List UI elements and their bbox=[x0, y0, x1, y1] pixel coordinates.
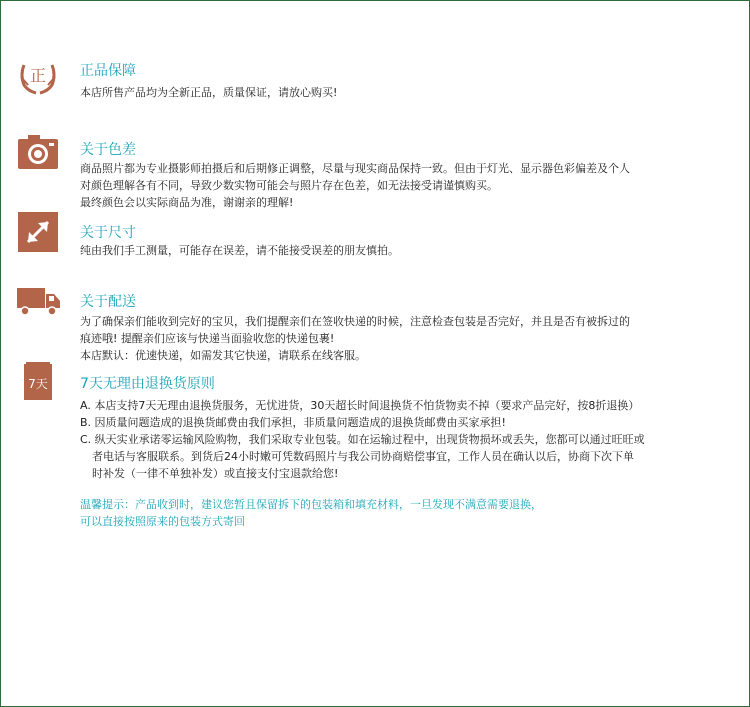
body-line: 对颜色理解各有不同，导致少数实物可能会与照片存在色差，如无法接受请谨慎购买。 bbox=[80, 179, 498, 192]
camera-icon bbox=[16, 130, 60, 174]
section-title: 7天无理由退换货原则 bbox=[80, 376, 215, 392]
body-line: 为了确保亲们能收到完好的宝贝，我们提醒亲们在签收快递的时候，注意检查包装是否完好，并且是否有被拆过的 bbox=[80, 315, 630, 328]
body-line: 时补发（一律不单独补发）或直接支付宝退款给您! bbox=[92, 467, 339, 480]
svg-text:正: 正 bbox=[29, 66, 47, 85]
section-title: 关于尺寸 bbox=[80, 225, 136, 241]
body-line: 痕迹哦! 提醒亲们应该与快递当面验收您的快递包裹! bbox=[80, 332, 335, 345]
body-line: 本店默认：优速快递，如需发其它快递，请联系在线客服。 bbox=[80, 349, 366, 362]
delivery-truck-icon bbox=[16, 280, 62, 324]
body-line: 商品照片都为专业摄影师拍摄后和后期修正调整，尽量与现实商品保持一致。但由于灯光、显示器色彩偏差及个人 bbox=[80, 162, 630, 175]
resize-arrow-icon bbox=[16, 210, 60, 254]
section-title: 正品保障 bbox=[80, 63, 136, 79]
seven-days-calendar-icon bbox=[16, 360, 60, 404]
calendar-icon-text: 7天 bbox=[28, 377, 48, 391]
section-title: 关于配送 bbox=[80, 294, 136, 310]
body-line: 纯由我们手工测量，可能存在误差，请不能接受误差的朋友慎拍。 bbox=[80, 244, 399, 257]
body-line: 最终颜色会以实际商品为准，谢谢亲的理解! bbox=[80, 196, 294, 209]
warm-tip bbox=[80, 496, 542, 530]
body-line: 本店所售产品均为全新正品，质量保证，请放心购买! bbox=[80, 86, 338, 99]
body-line: B. 因质量问题造成的退换货邮费由我们承担，非质量问题造成的退换货邮费由买家承担! bbox=[80, 416, 506, 429]
tip-line: 可以直接按照原来的包装方式寄回 bbox=[80, 515, 245, 528]
body-line: A. 本店支持7天无理由退换货服务，无忧进货，30天超长时间退换货不怕货物卖不掉（要求产品完好，按8折退换） bbox=[80, 399, 640, 412]
body-line: 者电话与客服联系。到货后24小时嫩可凭数码照片与我公司协商赔偿事宜，工作人员在确认以后，协商下次下单 bbox=[92, 450, 634, 463]
body-line: C. 纵天实业承诺零运输风险购物，我们采取专业包装。如在运输过程中，出现货物损坏或丢失，您都可以通过旺旺或 bbox=[80, 433, 645, 446]
tip-line: 温馨提示：产品收到时，建议您暂且保留拆下的包装箱和填充材料，一旦发现不满意需要退换， bbox=[80, 498, 542, 511]
section-title: 关于色差 bbox=[80, 142, 136, 158]
genuine-hands-icon bbox=[16, 55, 60, 99]
